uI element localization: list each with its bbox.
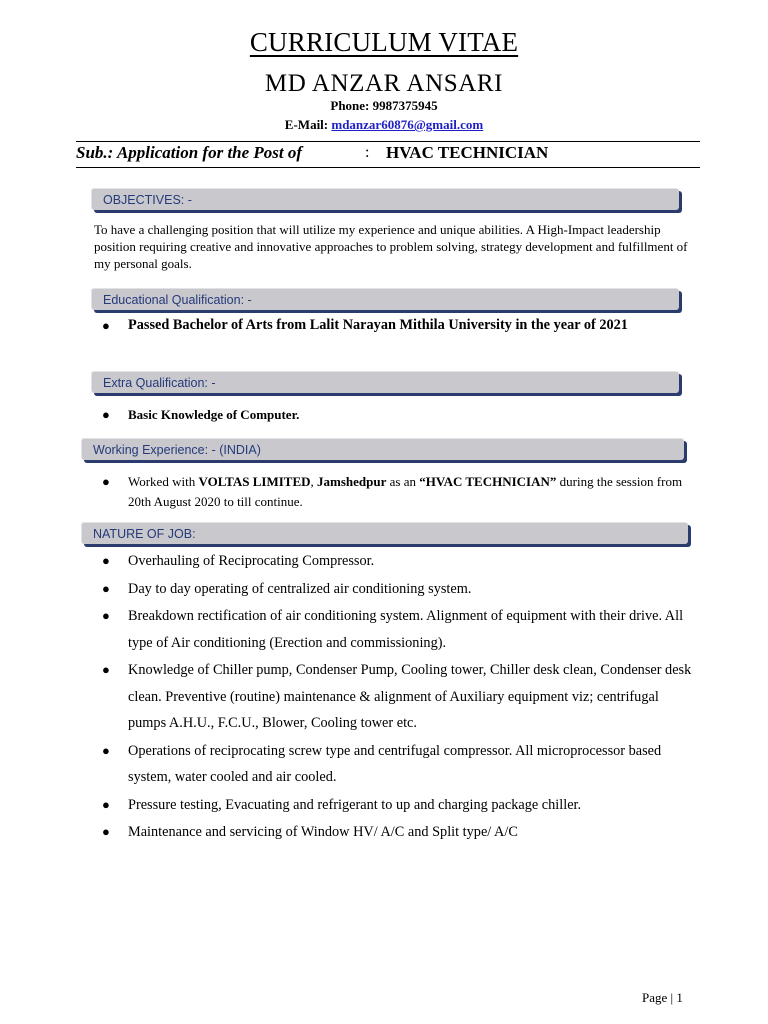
subject-value: HVAC TECHNICIAN bbox=[386, 143, 549, 162]
bullet-icon: ● bbox=[102, 580, 110, 596]
objectives-text: To have a challenging position that will utilize my experience and unique abilities. A High-Impact leadership position requiring creative and innovative approaches to problem solving, strategy development and fulfillment of my personal goals. bbox=[94, 222, 688, 271]
candidate-name: MD ANZAR ANSARI bbox=[264, 70, 504, 97]
email-line bbox=[0, 117, 768, 133]
list-item bbox=[94, 576, 694, 603]
bullet-icon: ● bbox=[102, 318, 110, 333]
nature-item-text: Maintenance and servicing of Window HV/ A/C and Split type/ A/C bbox=[128, 824, 518, 840]
list-item bbox=[94, 472, 694, 512]
extra-heading: Extra Qualification: - bbox=[91, 371, 679, 393]
nature-item-text: Pressure testing, Evacuating and refrigerant to up and charging package chiller. bbox=[128, 796, 582, 813]
bullet-icon: ● bbox=[102, 824, 110, 839]
nature-heading: NATURE OF JOB: bbox=[81, 522, 688, 544]
subject-label: Sub.: Application for the Post of bbox=[76, 143, 303, 162]
list-item bbox=[94, 406, 694, 424]
nature-item-text: Breakdown rectification of air conditioning system. Alignment of equipment with their drive. All type of Air conditioning (Erection and commissioning). bbox=[128, 608, 684, 651]
list-item bbox=[94, 603, 694, 656]
nature-item-text: Operations of reciprocating screw type and centrifugal compressor. All microprocessor based system, water cooled and air cooled. bbox=[128, 742, 662, 785]
phone-line: Phone: 9987375945 bbox=[330, 98, 438, 113]
bullet-icon: ● bbox=[102, 474, 110, 489]
list-item bbox=[94, 657, 694, 737]
list-item bbox=[94, 548, 694, 575]
document-title: CURRICULUM VITAE bbox=[249, 27, 519, 57]
job-role: “HVAC TECHNICIAN” bbox=[419, 474, 557, 489]
list-item bbox=[94, 792, 694, 819]
extra-item-text: Basic Knowledge of Computer. bbox=[128, 407, 300, 422]
nature-item-text: Overhauling of Reciprocating Compressor. bbox=[128, 553, 375, 569]
nature-item-text: Day to day operating of centralized air conditioning system. bbox=[128, 580, 472, 597]
email-link[interactable]: mdanzar60876@gmail.com bbox=[331, 117, 484, 132]
company-city: Jamshedpur bbox=[317, 474, 387, 489]
bullet-icon: ● bbox=[102, 662, 110, 677]
subject-line bbox=[76, 141, 700, 167]
work-heading: Working Experience: - (INDIA) bbox=[81, 438, 684, 460]
bullet-icon: ● bbox=[102, 742, 110, 758]
email-label: E-Mail: bbox=[284, 117, 329, 132]
work-list bbox=[94, 472, 694, 512]
company-name: VOLTAS LIMITED bbox=[198, 474, 311, 489]
bullet-icon: ● bbox=[102, 407, 110, 422]
bullet-icon: ● bbox=[102, 796, 110, 812]
bullet-icon: ● bbox=[102, 608, 110, 623]
nature-list bbox=[94, 548, 694, 847]
education-list bbox=[94, 315, 694, 336]
page-number: Page | 1 bbox=[642, 990, 683, 1005]
education-item-text: Passed Bachelor of Arts from Lalit Narayan Mithila University in the year of 2021 bbox=[128, 317, 628, 333]
subject-colon: : bbox=[365, 144, 370, 161]
extra-list bbox=[94, 406, 694, 424]
list-item bbox=[94, 738, 694, 791]
objectives-heading: OBJECTIVES: - bbox=[91, 188, 679, 210]
subject-bottom-rule bbox=[76, 167, 700, 168]
education-heading: Educational Qualification: - bbox=[91, 288, 679, 310]
nature-item-text: Knowledge of Chiller pump, Condenser Pump, Cooling tower, Chiller desk clean, Condenser desk clean. Preventive (routine) maintenance & alignment of Auxiliary equipment viz; centrifugal pumps A.H.U., F.C.U., Blower, Cooling tower etc. bbox=[128, 662, 692, 731]
list-item bbox=[94, 315, 694, 336]
bullet-icon: ● bbox=[102, 553, 110, 568]
list-item bbox=[94, 819, 694, 846]
work-item-text: Worked with VOLTAS LIMITED, Jamshedpur as an “HVAC TECHNICIAN” during the session from 20th August 2020 to till continue. bbox=[128, 474, 683, 509]
